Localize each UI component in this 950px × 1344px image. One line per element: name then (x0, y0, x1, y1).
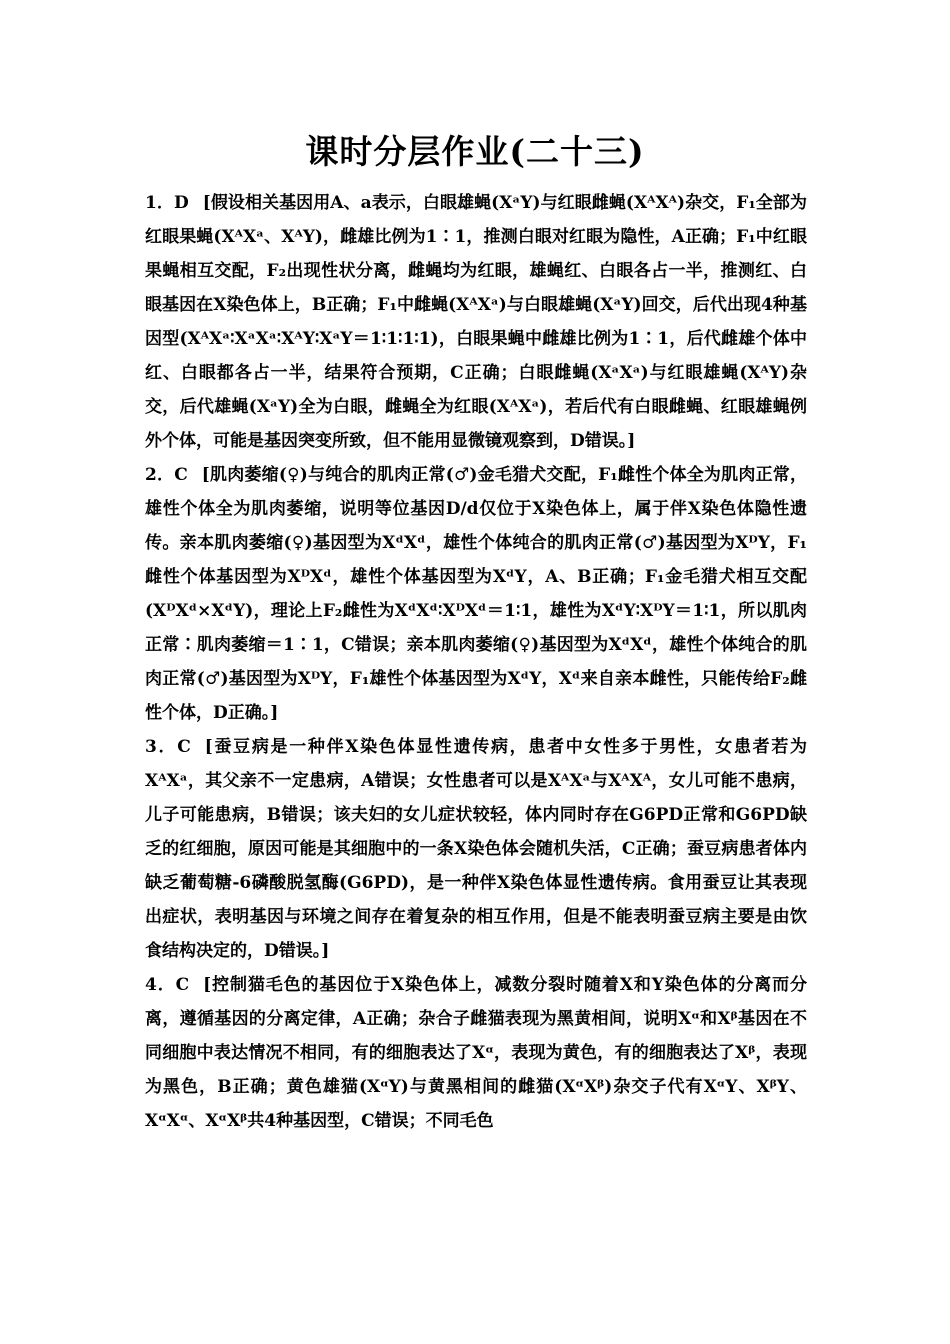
answer-number: 4．C (145, 975, 190, 995)
answer-number: 1．D (145, 193, 189, 213)
answer-explanation: [假设相关基因用A、a表示，白眼雄蝇(XᵃY)与红眼雌蝇(XᴬXᴬ)杂交，F₁全部为红眼果蝇(XᴬXᵃ、XᴬY)，雌雄比例为1∶1，推测白眼对红眼为隐性，A正确；F₁中红眼果蝇相互交配，F₂出现性状分离，雌蝇均为红眼，雄蝇红、白眼各占一半，推测红、白眼基因在X染色体上，B正确；F₁中雌蝇(XᴬXᵃ)与白眼雄蝇(XᵃY)回交，后代出现4种基因型(XᴬXᵃ∶XᵃXᵃ∶XᴬY∶XᵃY＝1∶1∶1∶1)，白眼果蝇中雌雄比例为1∶1，后代雌雄个体中红、白眼都各占一半，结果符合预期，C正确；白眼雌蝇(XᵃXᵃ)与红眼雄蝇(XᴬY)杂交，后代雄蝇(XᵃY)全为白眼，雌蝇全为红眼(XᴬXᵃ)，若后代有白眼雌蝇、红眼雄蝇例外个体，可能是基因突变所致，但不能用显微镜观察到，D错误。] (145, 193, 807, 451)
answer-number: 2．C (145, 465, 188, 485)
answer-item-2 (145, 458, 807, 730)
answer-item-1 (145, 186, 807, 458)
answer-list (145, 186, 807, 1138)
answer-explanation: [蚕豆病是一种伴X染色体显性遗传病，患者中女性多于男性，女患者若为XᴬXᵃ，其父亲不一定患病，A错误；女性患者可以是XᴬXᵃ与XᴬXᴬ，女儿可能不患病，儿子可能患病，B错误；该夫妇的女儿症状较轻，体内同时存在G6PD正常和G6PD缺乏的红细胞，原因可能是其细胞中的一条X染色体会随机失活，C正确；蚕豆病患者体内缺乏葡萄糖-6磷酸脱氢酶(G6PD)，是一种伴X染色体显性遗传病。食用蚕豆让其表现出症状，表明基因与环境之间存在着复杂的相互作用，但是不能表明蚕豆病主要是由饮食结构决定的，D错误。] (145, 737, 808, 961)
answer-explanation: [控制猫毛色的基因位于X染色体上，减数分裂时随着X和Y染色体的分离而分离，遵循基因的分离定律，A正确；杂合子雌猫表现为黑黄相间，说明Xᵅ和Xᵝ基因在不同细胞中表达情况不相同，有的细胞表达了Xᵅ，表现为黄色，有的细胞表达了Xᵝ，表现为黑色，B正确；黄色雄猫(XᵅY)与黄黑相间的雌猫(XᵅXᵝ)杂交子代有XᵅY、XᵝY、XᵅXᵅ、XᵅXᵝ共4种基因型，C错误；不同毛色 (145, 975, 808, 1131)
answer-explanation: [肌肉萎缩(♀)与纯合的肌肉正常(♂)金毛猎犬交配，F₁雌性个体全为肌肉正常，雄性个体全为肌肉萎缩，说明等位基因D/d仅位于X染色体上，属于伴X染色体隐性遗传。亲本肌肉萎缩(♀)基因型为XᵈXᵈ，雄性个体纯合的肌肉正常(♂)基因型为XᴰY，F₁雌性个体基因型为XᴰXᵈ，雄性个体基因型为XᵈY，A、B正确；F₁金毛猎犬相互交配(XᴰXᵈ×XᵈY)，理论上F₂雌性为XᵈXᵈ∶XᴰXᵈ＝1∶1，雄性为XᵈY∶XᴰY＝1∶1，所以肌肉正常∶肌肉萎缩＝1∶1，C错误；亲本肌肉萎缩(♀)基因型为XᵈXᵈ，雄性个体纯合的肌肉正常(♂)基因型为XᴰY，F₁雄性个体基因型为XᵈY，Xᵈ来自亲本雌性，只能传给F₂雌性个体，D正确。] (145, 465, 807, 723)
answer-item-3 (145, 730, 807, 968)
answer-item-4 (145, 968, 807, 1138)
answer-number: 3．C (145, 737, 191, 757)
page-title: 课时分层作业(二十三) (305, 132, 645, 171)
